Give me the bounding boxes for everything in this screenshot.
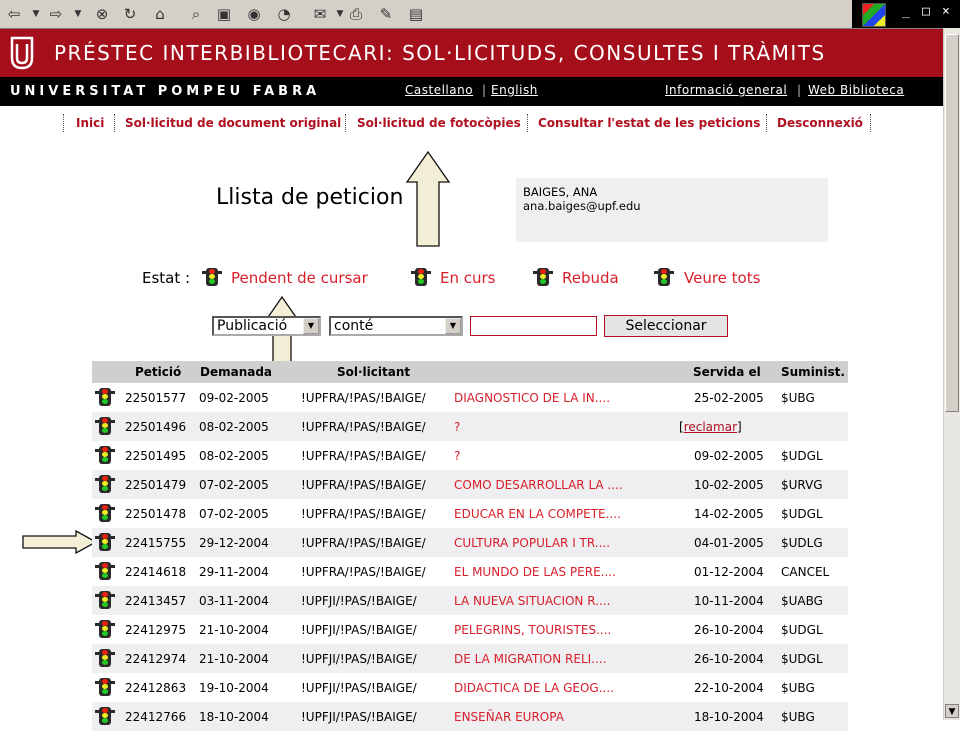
dropdown-icon[interactable]: ▼	[74, 9, 82, 19]
table-row	[92, 412, 848, 441]
site-banner	[0, 29, 943, 77]
cell-suministrador: $UDGL	[781, 652, 823, 666]
chevron-down-icon[interactable]: ▼	[303, 318, 319, 334]
restore-button[interactable]: □	[922, 4, 930, 19]
search-icon[interactable]: ⌕	[191, 5, 201, 23]
cell-demanada: 08-02-2005	[199, 449, 269, 463]
cell-sollicitant: !UPFRA/!PAS/!BAIGE/	[301, 536, 426, 550]
minimize-button[interactable]: _	[902, 4, 910, 19]
separator: |	[482, 83, 487, 97]
lang-english-link[interactable]: English	[491, 83, 538, 97]
col-suministrador: Suminist.	[781, 365, 845, 379]
cell-sollicitant: !UPFRA/!PAS/!BAIGE/	[301, 391, 426, 405]
table-header	[92, 361, 848, 383]
cell-sollicitant: !UPFRA/!PAS/!BAIGE/	[301, 449, 426, 463]
field-select[interactable]	[212, 316, 321, 336]
info-general-link[interactable]: Informació general	[665, 83, 788, 97]
cell-sollicitant: !UPFJI/!PAS/!BAIGE/	[301, 710, 417, 724]
table-row	[92, 383, 848, 412]
cell-demanada: 08-02-2005	[199, 420, 269, 434]
cell-sollicitant: !UPFJI/!PAS/!BAIGE/	[301, 681, 417, 695]
cell-titol[interactable]: ?	[454, 449, 461, 463]
nav-item-desconnexio[interactable]: Desconnexió	[777, 116, 863, 130]
cell-servida: 26-10-2004	[694, 652, 764, 666]
traffic-light-icon	[99, 591, 111, 609]
nav-item-fotocopies[interactable]: Sol·licitud de fotocòpies	[357, 116, 521, 130]
cell-titol[interactable]: EDUCAR EN LA COMPETE....	[454, 507, 621, 521]
cell-titol[interactable]: DE LA MIGRATION RELI....	[454, 652, 607, 666]
cell-titol[interactable]: COMO DESARROLLAR LA ....	[454, 478, 623, 492]
cell-suministrador: $UABG	[781, 594, 823, 608]
status-label: Estat :	[142, 269, 191, 287]
annotation-arrow-up-icon	[405, 150, 451, 248]
edit-icon[interactable]: ✎	[379, 5, 393, 23]
table-row	[92, 673, 848, 702]
col-servida: Servida el	[693, 365, 761, 379]
close-button[interactable]: ×	[942, 4, 950, 19]
traffic-light-icon	[537, 268, 549, 286]
annotation-arrow-right-icon	[22, 530, 98, 554]
lang-castellano-link[interactable]: Castellano	[405, 83, 474, 97]
site-title: PRÉSTEC INTERBIBLIOTECARI: SOL·LICITUDS, CONSULTES I TRÀMITS	[54, 41, 826, 65]
cell-suministrador: $UDGL	[781, 623, 823, 637]
windows-logo-icon	[862, 3, 886, 27]
university-name: UNIVERSITAT POMPEU FABRA	[10, 84, 321, 99]
cell-demanada: 19-10-2004	[199, 681, 269, 695]
cell-servida: 10-11-2004	[694, 594, 764, 608]
status-pendent-link[interactable]: Pendent de cursar	[231, 269, 368, 287]
cell-demanada: 09-02-2005	[199, 391, 269, 405]
table-row	[92, 644, 848, 673]
table-row	[92, 470, 848, 499]
cell-titol[interactable]: PELEGRINS, TOURISTES....	[454, 623, 612, 637]
traffic-light-icon	[99, 649, 111, 667]
cell-titol[interactable]: CULTURA POPULAR I TR....	[454, 536, 611, 550]
reclamar-link[interactable]: reclamar	[683, 420, 738, 434]
cell-titol[interactable]: DIDACTICA DE LA GEOG....	[454, 681, 614, 695]
back-icon[interactable]: ⇦	[7, 5, 21, 23]
window-controls	[852, 0, 960, 28]
cell-peticio[interactable]: 22501496	[125, 420, 187, 434]
cell-servida: 14-02-2005	[694, 507, 764, 521]
status-rebuda-link[interactable]: Rebuda	[562, 269, 619, 287]
cell-titol[interactable]: ?	[454, 420, 461, 434]
cell-peticio[interactable]: 22412766	[125, 710, 187, 724]
cell-titol[interactable]: DIAGNOSTICO DE LA IN....	[454, 391, 611, 405]
chevron-down-icon[interactable]: ▼	[445, 318, 461, 334]
forward-icon[interactable]: ⇨	[49, 5, 63, 23]
cell-servida: 25-02-2005	[694, 391, 764, 405]
nav-divider	[63, 114, 64, 132]
cell-demanada: 29-12-2004	[199, 536, 269, 550]
traffic-light-icon	[99, 620, 111, 638]
university-bar	[0, 77, 943, 106]
table-row	[92, 528, 848, 557]
cell-demanada: 21-10-2004	[199, 652, 269, 666]
user-info-box	[516, 178, 828, 242]
cell-peticio[interactable]: 22415755	[125, 536, 187, 550]
cell-sollicitant: !UPFRA/!PAS/!BAIGE/	[301, 565, 426, 579]
cell-servida: 04-01-2005	[694, 536, 764, 550]
table-row	[92, 441, 848, 470]
table-row	[92, 499, 848, 528]
cell-demanada: 07-02-2005	[199, 478, 269, 492]
discuss-icon[interactable]: ▤	[408, 5, 424, 23]
traffic-light-icon	[99, 533, 111, 551]
scroll-down-icon[interactable]: ▼	[945, 704, 959, 718]
traffic-light-icon	[99, 504, 111, 522]
cell-sollicitant: !UPFRA/!PAS/!BAIGE/	[301, 507, 426, 521]
col-demanada: Demanada	[200, 365, 273, 379]
cell-sollicitant: !UPFJI/!PAS/!BAIGE/	[301, 594, 417, 608]
page-title: Llista de peticion	[216, 185, 404, 210]
vertical-scrollbar[interactable]	[943, 28, 960, 720]
cell-peticio[interactable]: 22414618	[125, 565, 187, 579]
traffic-light-icon	[99, 475, 111, 493]
cell-peticio[interactable]: 22501495	[125, 449, 187, 463]
scrollbar-thumb[interactable]	[945, 34, 959, 412]
cell-suministrador: CANCEL	[781, 565, 830, 579]
cell-sollicitant: !UPFJI/!PAS/!BAIGE/	[301, 623, 417, 637]
status-veure-tots-link[interactable]: Veure tots	[684, 269, 761, 287]
traffic-light-icon	[658, 268, 670, 286]
cell-peticio[interactable]: 22412863	[125, 681, 187, 695]
cell-demanada: 18-10-2004	[199, 710, 269, 724]
traffic-light-icon	[99, 446, 111, 464]
table-row	[92, 557, 848, 586]
refresh-icon[interactable]: ↻	[123, 5, 137, 23]
traffic-light-icon	[99, 562, 111, 580]
nav-item-inici[interactable]: Inici	[76, 116, 105, 130]
nav-divider	[345, 114, 346, 132]
table-row	[92, 586, 848, 615]
media-icon[interactable]: ◉	[247, 5, 261, 23]
traffic-light-icon	[99, 707, 111, 725]
cell-servida: 09-02-2005	[694, 449, 764, 463]
cell-servida: 26-10-2004	[694, 623, 764, 637]
home-icon[interactable]: ⌂	[155, 5, 165, 23]
cell-demanada: 21-10-2004	[199, 623, 269, 637]
cell-servida: 18-10-2004	[694, 710, 764, 724]
cell-demanada: 29-11-2004	[199, 565, 269, 579]
operator-select-value: conté	[334, 318, 374, 334]
web-biblioteca-link[interactable]: Web Biblioteca	[808, 83, 905, 97]
nav-divider	[114, 114, 115, 132]
nav-divider	[527, 114, 528, 132]
cell-servida: 01-12-2004	[694, 565, 764, 579]
cell-servida: 10-02-2005	[694, 478, 764, 492]
traffic-light-icon	[206, 268, 218, 286]
separator: |	[797, 83, 802, 97]
upf-logo-icon	[10, 36, 34, 70]
col-peticio: Petició	[135, 365, 182, 379]
favorites-icon[interactable]: ▣	[216, 5, 232, 23]
traffic-light-icon	[99, 388, 111, 406]
cell-sollicitant: !UPFRA/!PAS/!BAIGE/	[301, 478, 426, 492]
nav-item-consultar-estat[interactable]: Consultar l'estat de les peticions	[538, 116, 761, 130]
col-sollicitant: Sol·licitant	[337, 365, 411, 379]
nav-divider	[870, 114, 871, 132]
cell-suministrador: $UBG	[781, 710, 815, 724]
cell-peticio[interactable]: 22501479	[125, 478, 187, 492]
dropdown-icon[interactable]: ▼	[32, 9, 40, 19]
search-input[interactable]	[470, 316, 597, 336]
cell-suministrador: $UDGL	[781, 449, 823, 463]
cell-titol[interactable]: LA NUEVA SITUACION R....	[454, 594, 611, 608]
nav-divider	[766, 114, 767, 132]
cell-sollicitant: !UPFJI/!PAS/!BAIGE/	[301, 652, 417, 666]
cell-titol[interactable]: EL MUNDO DE LAS PERE....	[454, 565, 616, 579]
history-icon[interactable]: ◔	[277, 5, 291, 23]
table-row	[92, 615, 848, 644]
nav-item-document-original[interactable]: Sol·licitud de document original	[125, 116, 342, 130]
cell-demanada: 07-02-2005	[199, 507, 269, 521]
status-en-curs-link[interactable]: En curs	[440, 269, 496, 287]
cell-peticio[interactable]: 22412974	[125, 652, 187, 666]
traffic-light-icon	[99, 417, 111, 435]
browser-toolbar	[0, 0, 960, 29]
operator-select[interactable]	[329, 316, 463, 336]
cell-suministrador: $URVG	[781, 478, 823, 492]
cell-sollicitant: !UPFRA/!PAS/!BAIGE/	[301, 420, 426, 434]
traffic-light-icon	[415, 268, 427, 286]
traffic-light-icon	[99, 678, 111, 696]
cell-suministrador: $UBG	[781, 681, 815, 695]
cell-servida: 22-10-2004	[694, 681, 764, 695]
cell-peticio[interactable]: 22501577	[125, 391, 187, 405]
seleccionar-button[interactable]: Seleccionar	[604, 315, 728, 337]
cell-peticio[interactable]: 22501478	[125, 507, 187, 521]
cell-suministrador: $UDGL	[781, 507, 823, 521]
cell-suministrador: $UBG	[781, 391, 815, 405]
cell-peticio[interactable]: 22412975	[125, 623, 187, 637]
cell-titol[interactable]: ENSEÑAR EUROPA	[454, 710, 564, 724]
stop-icon[interactable]: ⊗	[95, 5, 109, 23]
print-icon[interactable]: ⎙	[349, 5, 362, 23]
dropdown-icon[interactable]: ▼	[336, 9, 344, 19]
user-email: ana.baiges@upf.edu	[523, 199, 641, 213]
mail-icon[interactable]: ✉	[313, 5, 327, 23]
cell-servida: [reclamar]	[679, 420, 742, 434]
user-name: BAIGES, ANA	[523, 185, 598, 199]
cell-demanada: 03-11-2004	[199, 594, 269, 608]
cell-suministrador: $UDLG	[781, 536, 823, 550]
cell-peticio[interactable]: 22413457	[125, 594, 187, 608]
table-row	[92, 702, 848, 731]
field-select-value: Publicació	[217, 318, 288, 334]
